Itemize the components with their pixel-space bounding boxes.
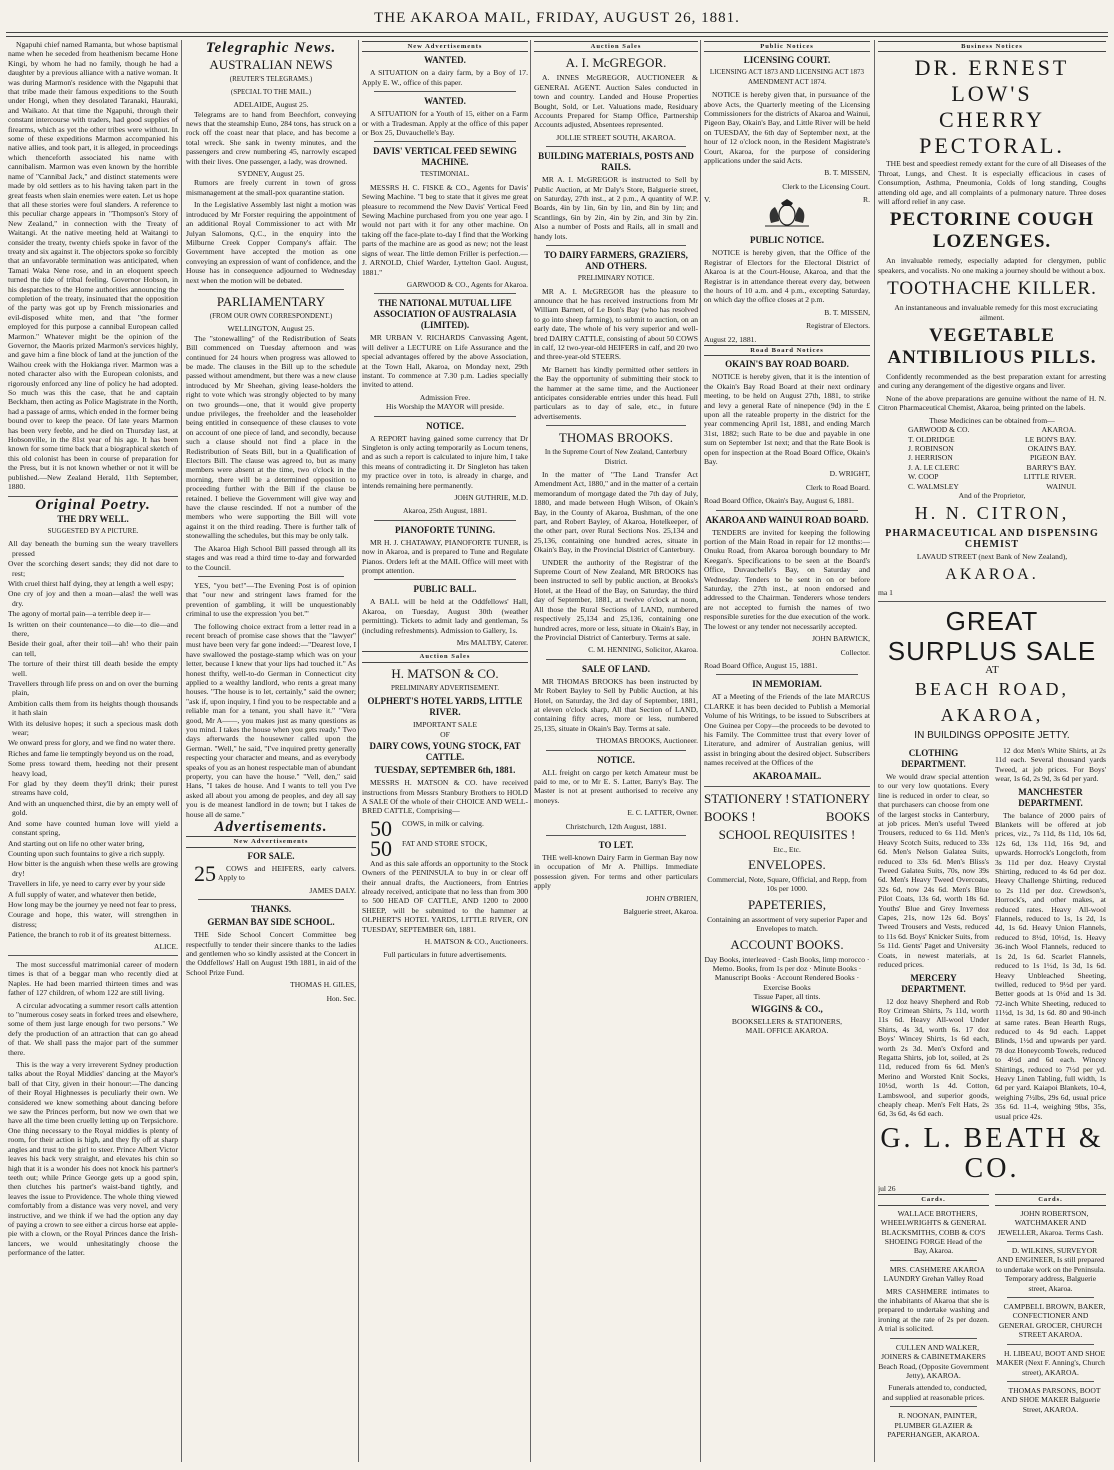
- article-you-bet: YES, "you bet!"—The Evening Post is of opinion that "our new and stringent laws framed for the prevention of gambling, it will be unquestionably criminal to use the expression 'you bet.'": [186, 580, 356, 619]
- ad-subheading: PRELIMINARY NOTICE.: [577, 274, 655, 283]
- poem-line: Courage and hope, this water, will strengthen in distress;: [8, 910, 178, 929]
- ad-signature: B. T. MISSEN,: [824, 307, 870, 317]
- divider: [374, 141, 516, 142]
- article-parliament: The Akaroa High School Bill passed through all its stages and was read a third time to-day and forwarded to the Council.: [186, 543, 356, 572]
- agent-name: T. OLDRIDGE: [908, 434, 955, 444]
- ad-heading: OLPHERT'S HOTEL YARDS, LITTLE RIVER.: [367, 696, 523, 718]
- ad-address: LAVAUD STREET (next Bank of New Zealand),: [916, 552, 1068, 562]
- royal-arms-row: [704, 195, 870, 233]
- divider: [704, 786, 870, 787]
- divider: [716, 510, 858, 511]
- ad-heading: GREAT SURPLUS SALE: [887, 606, 1097, 667]
- ad-text: AT a Meeting of the Friends of the late MARCUS CLARKE it has been decided to Publish a Memorial Volume of his Writings, to be issued to Subscribers at One Guinea per Copy—the proceeds to be devoted to his Family. The Committee trust that every lover of Literature, and admirer of Australian genius, will assist in bringing about the desired object. Subscribers names received at the Offices of the: [704, 692, 870, 768]
- agent-name: GARWOOD & CO.: [908, 425, 970, 435]
- column-3: [362, 40, 528, 1462]
- poem-line: Some press toward them, heeding not their present heavy load,: [8, 759, 178, 778]
- divider: [374, 416, 516, 417]
- divider: [1007, 1297, 1094, 1298]
- ad-text: And of the Proprietor,: [958, 490, 1026, 500]
- column-4: [534, 40, 698, 1462]
- ad-signature: Mrs MALTBY, Caterer.: [456, 638, 528, 648]
- ad-heading: THANKS.: [250, 904, 292, 915]
- ad-date: Christchurch, 12th August, 1881.: [565, 821, 667, 831]
- divider: [1007, 1241, 1094, 1242]
- surplus-right: [995, 746, 1106, 1124]
- poem-line: Over the scorching desert sands; they did not dare to rest;: [8, 559, 178, 578]
- masthead-rule: [6, 32, 1108, 33]
- agent-row: [908, 425, 1076, 434]
- ad-signature: WIGGINS & CO.,: [751, 1003, 823, 1014]
- ad-date: Road Board Office, Okain's Bay, August 6, 1881.: [704, 496, 854, 506]
- ad-heading: PUBLIC BALL.: [413, 584, 477, 595]
- dateline: WELLINGTON, August 25.: [227, 324, 315, 334]
- poem-line: One cry of joy and then a moan—alas! the well was dry.: [8, 589, 178, 608]
- divider: [374, 579, 516, 580]
- ad-signature: THOMAS H. GILES,: [290, 980, 356, 990]
- ad-heading: MERCERY DEPARTMENT.: [901, 972, 966, 994]
- card-wilkins: D. WILKINS, SURVEYOR AND ENGINEER, Is still prepared to undertake work on the Peninsula. Temporary address, Balguerie street, Akaroa.: [995, 1246, 1106, 1293]
- ad-text: A. INNES McGREGOR, AUCTIONEER & GENERAL AGENT. Auction Sales conducted in town and country. Landed and House Properties Bought, Sold, or Let. Valuations made, Residuary Accounts Prepared for Stamp Office, Partnership Accounts adjusted, Absentees represented.: [534, 73, 698, 130]
- divider: [878, 601, 1106, 602]
- section-band: New Advertisements: [362, 41, 528, 52]
- section-band: Auction Sales: [362, 651, 528, 662]
- ad-heading: NOTICE.: [426, 420, 464, 431]
- agent-place: PIGEON BAY.: [1030, 453, 1076, 463]
- agent-row: [908, 444, 1076, 453]
- poem-line: All day beneath the burning sun the weary travellers pressed: [8, 539, 178, 558]
- ad-heading: VEGETABLE ANTIBILIOUS PILLS.: [887, 325, 1097, 369]
- poem-line: Travellers through life press on and on over the burning plain,: [8, 679, 178, 698]
- divider: [546, 146, 686, 147]
- poem-line: Is written on their countenance—to die—to die—and there,: [8, 619, 178, 638]
- divider: [890, 1338, 977, 1339]
- column-rule: [700, 40, 701, 1462]
- article-adelaide: Telegrams are to hand from Beechfort, conveying news that the steamship Euno, 284 tons, has struck on a rock off the coast near that place, and has become a total wreck. She sank in twenty minutes, and the passengers and crew numbering 45, narrowly escaped with their lives. One passenger, a lady, was drowned.: [186, 109, 356, 166]
- ad-signature: THOMAS BROOKS, Auctioneer.: [595, 736, 698, 746]
- reuters-line: (REUTER'S TELEGRAMS.): [229, 75, 313, 84]
- ad-heading: PECTORINE COUGH LOZENGES.: [889, 209, 1095, 253]
- ad-signature: AKAROA MAIL.: [752, 770, 822, 781]
- ad-text: TENDERS are invited for keeping the following portion of the Main Road in repair for 12 months:— Onuku Road, from Akaroa borough boundary to Mr Keegan's. Specifications to be seen at the Board's Office, Duvauchelle's Bay, on Saturday and Wednesday. Tenders to be sent in on or before Saturday, the 27th inst., at noon endorsed and addressed to the Chairman. Tenderers whose tenders are not accepted to furnish the names of two responsible sureties for the due execution of the work. The lowest or any tender not necessarily accepted.: [704, 527, 870, 631]
- ad-heading: BOOKS: [825, 808, 870, 824]
- ad-text: COWS and HEIFERS, early calvers. Apply to: [218, 863, 356, 883]
- section-band: Cards.: [995, 1194, 1106, 1205]
- agent-row: [908, 435, 1076, 444]
- ad-text: A REPORT having gained some currency that Dr Singleton is only acting temporarily as Locum tenens, and as such a report is calculated to injure him, I take this means of contradicting it. Dr Singleton has taken my practice over in toto, is already in charge, and intends remaining here permanently.: [362, 433, 528, 490]
- ad-heading: WANTED.: [424, 96, 466, 107]
- poem-line: Counting upon such fountains to give a rich supply.: [8, 848, 165, 858]
- ad-text: MR A. I. McGREGOR has the pleasure to announce that he has received instructions from Mr William Barnett, of Le Bon's Bay (who has resolved to go into sheep farming), to submit to auction, on an early date, The whole of his very superior and well-bred DAIRY CATTLE, consisting of about 50 COWS in calf, 12 two-year-old HEIFERS in calf, and 20 two and three-year-old STEERS.: [534, 286, 698, 362]
- divider: [890, 1406, 977, 1407]
- ad-number: 50: [370, 835, 392, 861]
- divider: [716, 674, 858, 675]
- ad-heading: TO DAIRY FARMERS, GRAZIERS, AND OTHERS.: [544, 250, 688, 272]
- agent-row: [908, 482, 1076, 491]
- agent-place: LE BON'S BAY.: [1025, 434, 1076, 444]
- ad-heading: H. N. CITRON,: [914, 503, 1070, 524]
- poem-line: Ambition calls them from its heights though thousands it hath slain: [8, 698, 178, 718]
- ad-text: A SITUATION for a Youth of 15, either on a Farm or with a Tradesman. Apply at the office of this paper or Box 25, Duvauchelle's Bay.: [362, 109, 528, 138]
- column-2: [186, 40, 356, 1462]
- divider: [374, 293, 516, 294]
- column-6: [878, 40, 1106, 1462]
- ad-text: The balance of 2000 pairs of Blankets will be offered at job prices, viz., 7s 11d, 8s 11d, 10s 6d, 12s 6d, 13s 11d, 16s 9d, and upwards. Horrock's Longcloth, from 3s 11d per doz. Heavy Crystal Shirting, reduced to 4s 6d per doz. Heavy Challenge Shirting, reduced to 2s 11d per doz. Crewdson's, Horrock's, and other makes, at reduced rates. Heavy All-wool Flannels, reduced to 1s, 1s 2d, 1s 4d, 1s 6d. Heavy Union Flannels, reduced to 8½d, 10½d, 1s. Heavy 36-inch Wool Flannels, reduced to 1s 2d, 1s 6d. Scarlet Flannels, reduced to 1s 1½d, 1s 3d, 1s 6d. Heavy Unbleached Sheeting, twilled, reduced to 9½d per yard. Better goods at 1s 0½d and 1s 3d. 72-inch White Sheeting, reduced to 11½d, 1s 3d, 1s 6d. 80 and 90-inch at same rates. Bean Hearth Rugs, reduced to 4s 9d each. Lappet Blinds, 1½d and upwards per yard. 78 doz Honeycomb Towels, reduced to 4½d and 6d each. Wincey Shirtings, reduced to 7½d per yd. Heavy Linen Tabling, full width, 1s 6d per yard. Kaiapoi Blankets, 10-4, weighing 7½lbs, 29s 6d, usual price 35s 6d. 11-4, weighing 9lbs, 35s, usual price 42s.: [995, 810, 1106, 1121]
- card-libeau: H. LIBEAU, BOOT AND SHOE MAKER (Next F. Anning's, Church street), AKAROA.: [996, 1348, 1106, 1377]
- ad-heading: STATIONERY !: [704, 790, 790, 806]
- ad-subheading: TESTIMONIAL.: [420, 170, 470, 179]
- ad-text: Full particulars in future advertisements.: [383, 950, 507, 960]
- australian-news-heading: AUSTRALIAN NEWS: [209, 57, 333, 73]
- ad-heading: GERMAN BAY SIDE SCHOOL.: [207, 917, 335, 928]
- ad-heading: PHARMACEUTICAL AND DISPENSING CHEMIST: [885, 528, 1099, 551]
- article-royal-dance: This is the way a very irreverent Sydney production talks about the Royal Middies' dancing at the Mayor's ball of that City, given in their honour:—The dancing of their Royal Highnesses is peculiarly their own. We considered we knew something about dancing before we saw the Princes perform, but now we own that we have all the time been cruelly letting up on Terpsichore. One thing necessary to the Royal middies is plenty of room, for their action is high, and they fly off at sharp angles and trust to the girl to steer. Prince Albert Victor leaves his back very straight, and elevates his chin so high that it is a wonder his does not knock his partner's teeth out; while Prince George gets up a good spin, then clutches his partner's waist-band tightly, and leaves the issue to Providence. The whole thing viewed comfortably from a distance was very novel, and very instructive, and we think if we had the option any day of paying a crown to see either a circus horse eat apple-pie with a clown, or the Royal Princes dance the Irish-lancers, we would unhesitatingly choose the performance of the latter.: [8, 1060, 178, 1258]
- ad-text: Mr Barnett has kindly permitted other settlers in the Bay the opportunity of submitting their stock to the hammer at the same time, and the Auctioneer anticipates considerable entries under this head. Full particulars as to day of sale, etc., in future advertisements.: [534, 364, 698, 421]
- ad-text: AT: [985, 664, 999, 677]
- ad-heading: DR. ERNEST LOW'S: [914, 55, 1070, 107]
- ad-heading: NOTICE.: [597, 754, 635, 765]
- cards-right: [995, 1193, 1106, 1442]
- divider: [546, 425, 686, 426]
- ad-heading: TO LET.: [598, 840, 634, 850]
- ad-heading: THOMAS BROOKS.: [558, 430, 674, 446]
- poem-line: And starting out on life no other water bring,: [8, 838, 145, 848]
- agent-row: [908, 463, 1076, 472]
- ad-signature: Hon. Sec.: [326, 993, 356, 1003]
- ad-heading: G. L. BEATH & CO.: [880, 1123, 1104, 1184]
- ad-text: Day Books, interleaved · Cash Books, limp morocco · Memo. Books, from 1s per doz · Minute Books · Manuscript Books · Account Rendered Books · Exercise Books: [704, 954, 870, 992]
- special-line: (SPECIAL TO THE MAIL.): [230, 87, 312, 96]
- article-marmon: Ngapuhi chief named Ramanta, but whose baptismal name when he seceded from heathenism became Hone Kingi, by whom he had no family, though he had a daughter by a previous alliance with a native woman. It was during Marmon's residence with the Ngapuhi that that tribe made their famous expeditions to the South under Hongi, when they desolated Taranaki, Hauraki, and Waikato. At that time the Ngapuhi, through their constant intercourse with traders, had good supplies of firearms, which as yet the other tribes were without. In some of these expeditions Marmon accompanied his native allies, and took part, it is alleged, in proceedings which thenceforth associated his name with cannibalism. Marmon was even known by the horrible name of "Cannibal Jack," and distinct statements were made by old settlers as to his having taken part in the great feasts when slain enemies were eaten. Let us hope that all these stories were foul slanders. A reference to this peculiar charge appears in "Thompson's Story of New Zealand," in connection with the Treaty of Waitangi. At the native meeting held at Waitangi to consider the treaty, twenty chiefs spoke in favor of the treaty and six against it. The objectors spoke so forcibly that an unfavorable termination was anticipated, when Tamati Waka Nene rose, and in an eloquent speech turned the tide of tribal feeling. Governor Hobson, in his despatches to the Home authorities announcing the completion of the treaty, insinuated that the opposition of the party was got up by French missionaries and evil-disposed white men, and that "the former employed for this purpose a cannibal European called Marmon." Whatever might be the opinion of the Governor, the Maoris prized Marmon's services highly, and gave him a fine block of land at the junction of the Waihou creek with the Hokianga river. Marmon was a noted character also with the European colonists, and rigorously enforced any line of policy he had adopted. So much was this the case, that he and captain Beckham, then acting as Police Magistrate in the North, had a passage of arms, which ended in the former being bound over to keep the peace. Of late years Marmon has been very feeble, and he died on Thursday last, at Hobsonville, in the 81st year of his age. It has been known for some time back that a biographical sketch of this old colonist has been in course of preparation for the Press, but it is not known whether or not it will be published.—New Zealand Herald, 11th September, 1880.: [8, 40, 178, 492]
- ad-heading: WANTED.: [424, 55, 466, 66]
- ad-heading: MANCHESTER DEPARTMENT.: [1018, 786, 1083, 808]
- card-cullen: CULLEN AND WALKER, JOINERS & CABINETMAKERS Beach Road, (Opposite Government Jetty), AKAROA.: [878, 1342, 989, 1380]
- cards-columns: [878, 1193, 1106, 1442]
- ad-address: JOLLIE STREET SOUTH, AKAROA.: [556, 132, 676, 142]
- poem-line: Beside their goal, after their toil—ah! who their pain can tell,: [8, 639, 178, 658]
- divider: [1007, 1381, 1094, 1382]
- article-landlord: The following choice extract from a letter read in a recent breach of promise case shows that the "lawyer" must have been very far gone indeed:—"Dearest love, I have swallowed the postage-stamp which was on your letter, because I knew that your lips had touched it." As honest thrifty, well-to-do German in Connecticut city applied to a wealthy landlord, who rents a great many houses. "The house is to let, certainly," said the owner; "ask if, upon inquiry, I find you to be respectable and a reliable man for a tenant, you shall have it." "Vera good, Mr A——, you makes just as many questions as you mind. I takes the house when you gets ready." Two days afterwards the housewner called upon the German. "Well," he said, "I've inquired pretty generally respecting your character and means, and as everybody speaks of you as an honest respectable man of abundant property, you can have the house." "Vell, den," said Hans, "I takes de house. And I wants to tell you I've asked all about you among de peoples, and dey all say you is de meanest landlord in de town; but I takes de house all de same.": [186, 621, 356, 819]
- ad-signature: B. T. MISSEN,: [824, 168, 870, 178]
- ad-text: IMPORTANT SALE: [413, 720, 477, 730]
- ad-signature: D. WRIGHT,: [829, 469, 870, 479]
- divider: [546, 659, 686, 660]
- agent-place: AKAROA.: [1041, 425, 1076, 435]
- ad-signature: C. M. HENNING, Solicitor, Akaroa.: [588, 645, 698, 655]
- ad-heading: BUILDING MATERIALS, POSTS AND RAILS.: [538, 151, 694, 173]
- ad-text: MESSRS H. MATSON & CO. have received instructions from Messrs Stanbury Brothers to HOLD A SALE Of the whole of their CHOICE AND WELL-BRED CATTLE, Comprising—: [362, 778, 528, 816]
- ad-text: And as this sale affords an opportunity to the Stock Owners of the PENINSULA to buy in or clear off their annual drafts, the Auctioneers, from Entries already received, anticipate that no less than from 300 to 500 HEAD OF CATTLE, AND 1200 to 2000 SHEEP, will be submitted to the hammer at OLPHERT'S HOTEL YARDS, LITTLE RIVER, ON TUESDAY, SEPTEMBER 6th, 1881.: [362, 858, 528, 934]
- ad-text: THE Side School Concert Committee beg respectfully to tender their sincere thanks to the ladies and gentlemen who so kindly assisted at the Concert in the Oddfellows' Hall on August 19th 1881, in aid of the School Prize Fund.: [186, 930, 356, 977]
- agent-name: W. COOP: [908, 472, 939, 482]
- section-header-advertisements: Advertisements.: [214, 819, 328, 836]
- poem-line: And with an unquenched thirst, die by an empty well of gold.: [8, 798, 178, 818]
- ad-heading: AKAROA.: [945, 565, 1039, 583]
- ad-text: Confidently recommended as the best preparation extant for arresting and curing any derangement of the digestive organs and liver.: [878, 372, 1106, 391]
- ad-heading: STATIONERY: [791, 790, 870, 806]
- ad-heading: LICENSING COURT.: [743, 55, 831, 66]
- ad-text: A BALL will be held at the Oddfellows' Hall, Akaroa, on Tuesday, August 30th (weather permitting). Tickets to admit lady and gentleman, 5s (including refreshments). Admission to Gallery, 1s.: [362, 597, 528, 635]
- ad-heading: DAIRY COWS, YOUNG STOCK, FAT CATTLE.: [369, 741, 521, 763]
- ad-signature: JOHN GUTHRIE, M.D.: [454, 493, 528, 502]
- ad-text: UNDER the authority of the Registrar of the Supreme Court of New Zealand, MR BROOKS has been instructed to sell by public auction, at Brooks's Hotel, at the Head of the Bay, on Saturday, the third day of September, 1881, at twelve o'clock at noon, All those the Rural Sections of LAND, numbered respectively 25,134 and 25,136, containing one hundred acres, more or less, situate in Okain's Bay, in the Provincial District of Canterbury. Terms at sale.: [534, 557, 698, 642]
- card-robertson: JOHN ROBERTSON, WATCHMAKER AND JEWELLER, Akaroa. Terms Cash.: [997, 1208, 1104, 1237]
- ad-heading: DAVIS' VERTICAL FEED SEWING MACHINE.: [373, 146, 517, 168]
- ad-heading: ACCOUNT BOOKS.: [730, 936, 844, 952]
- ad-heading: IN BUILDINGS OPPOSITE JETTY.: [914, 729, 1070, 741]
- ad-text: NOTICE is hereby given, that it is the intention of the Okain's Bay Road Board at their next ordinary meeting, to be held on August 27th, 1881, to strike and levy a general Rate of ninepence (9d) in the £ upon all the rateable property in the district for the year commencing April 1st, 1881, and ending March 31st, 1882; such Rate to be due and payable in one sum on September 1st next; and that the Rate Book is open for inspection at the Road Board Office, Okain's Bay.: [704, 372, 870, 466]
- divider: [546, 835, 686, 836]
- section-header-telegraphic: Telegraphic News.: [205, 40, 337, 56]
- ad-text: These Medicines can be obtained from—: [929, 415, 1055, 425]
- article-parliament: The "stonewalling" of the Redistribution of Seats Bill commenced on Tuesday afternoon and was continued for 24 hours when progress was allowed to be made. The clauses in the Bill up to the schedule passed without amendment, but there was a new clause introduced by Mr Sheehan, giving lease-holders the right to vote which was strongly objected to by many on two grounds—one, that it would give property undue privileges, the freeholder and the leaseholder being entitled in consequence of these clauses to vote on account of one piece of land, and secondly, because such a clause should not find a place in the Redistribution of Seats Bill, but in a Qualification of Electors Bill. The clause was agreed to, but as many members were absent at the time, two o'clock in the morning, there will be a determined opposition to proceeding further with the Bill if the clause be retained. I believe the Government will give way and have the clause rescinded. If not a number of the members who were supporting the Bill will vote against it on the third reading. There is further talk of stonewalling the schedules, but this may be only talk.: [186, 333, 356, 541]
- parliamentary-heading: PARLIAMENTARY: [216, 293, 326, 309]
- poem-line: A full supply of water, and whatever then betide,: [8, 889, 157, 899]
- card-noonan: R. NOONAN, PAINTER, PLUMBER GLAZIER & PAPERHANGER, AKAROA.: [887, 1411, 980, 1439]
- ad-heading: BEACH ROAD, AKAROA,: [914, 678, 1069, 725]
- divider: [374, 520, 516, 521]
- poem-line: The torture of their thirst till death beside the empty well.: [8, 659, 178, 678]
- card-heading: MRS. CASHMERE AKAROA LAUNDRY Grehan Valley Road: [883, 1264, 986, 1284]
- article-circular: A circular advocating a summer resort calls attention to "numerous cosey seats in forked trees and elsewhere, some of them just large enough for two persons." We defy the production of an attraction that can go ahead of that. We shall pass the major part of the summer there.: [8, 1000, 178, 1057]
- ad-text: COWS, in milk or calving.: [402, 818, 484, 828]
- agent-name: J. HERRISON: [908, 453, 953, 463]
- poem-author: ALICE.: [154, 941, 178, 951]
- ad-text: Etc., Etc.: [773, 844, 801, 854]
- poem-line: Riches and fame lie temptingly beyond us on the road,: [8, 748, 174, 758]
- card-campbell: CAMPBELL BROWN, BAKER, CONFECTIONER AND GENERAL GROCER, CHURCH STREET AKAROA.: [998, 1302, 1106, 1340]
- section-band: New Advertisements: [186, 836, 356, 847]
- ad-code: ma 1: [878, 587, 893, 597]
- ad-heading: BOOKS !: [704, 808, 756, 824]
- ad-text: NOTICE is hereby given, that the Office of the Registrar of Electors for the Electoral District of Akaroa is at the Court-House, Akaroa, and that the Registrar is in attendance thereat every day, between the hours of 10 a.m. and 4 p.m., excepting Saturday, on which day the office closes at 2 p.m.: [704, 248, 870, 305]
- ad-text: ALL freight on cargo per ketch Amateur must be paid to me, or to Mr E. S. Latter, Barry's Bay. The Master is not at present authorised to receive any moneys.: [534, 767, 698, 805]
- ad-text: Commercial, Note, Square, Official, and Repp, from 10s per 1000.: [707, 874, 867, 894]
- royal-coat-of-arms-icon: [757, 199, 817, 229]
- ad-heading: PIANOFORTE TUNING.: [394, 524, 496, 535]
- ad-heading: A. I. McGREGOR.: [565, 55, 667, 71]
- agent-place: OKAIN'S BAY.: [1027, 443, 1076, 453]
- poem-line: How bitter is the anguish when these wells are growing dry!: [8, 859, 178, 878]
- ad-signature: JOHN O'BRIEN,: [645, 893, 698, 903]
- ad-signature: JOHN BARWICK,: [812, 634, 870, 644]
- agent-name: C. WALMSLEY: [908, 481, 959, 491]
- vr-letter: R.: [863, 195, 870, 205]
- divider: [546, 750, 686, 751]
- ad-text: 12 doz Men's White Shirts, at 2s 11d each. Several thousand yards Tweed, at job prices. For Boys' wear, 1s 6d, 2s 9d, 3s 6d per yard.: [995, 745, 1106, 784]
- ad-number: 50: [370, 815, 392, 841]
- dateline: SYDNEY, August 25.: [237, 169, 305, 179]
- ad-text: An invaluable remedy, especially adapted for clergymen, public speakers, and vocalists. No one making a journey should be without a box.: [878, 256, 1106, 275]
- section-band: Road Board Notices: [704, 345, 870, 356]
- ad-subheading: In the Supreme Court of New Zealand, Canterbury District.: [544, 448, 688, 466]
- ad-heading: SALE OF LAND.: [582, 663, 650, 674]
- masthead: THE AKAROA MAIL, FRIDAY, AUGUST 26, 1881.: [374, 10, 740, 26]
- poem-subtitle: SUGGESTED BY A PICTURE.: [47, 526, 139, 535]
- column-rule: [358, 40, 359, 1462]
- poem-line: With its delusive hopes; it such a specious mask doth wear;: [8, 718, 178, 738]
- poem-title: THE DRY WELL.: [57, 513, 129, 524]
- ad-text: A SITUATION on a dairy farm, by a Boy of 17. Apply E. W., office of this paper.: [362, 68, 528, 87]
- ad-heading: SCHOOL REQUISITES !: [718, 826, 856, 842]
- divider: [890, 1260, 977, 1261]
- agent-place: WAINUI.: [1046, 481, 1076, 491]
- poem-line: The agony of mortal pain—a terrible deep ir—: [8, 609, 151, 619]
- ad-signature: Clerk to Road Board.: [805, 482, 870, 492]
- column-1: [8, 40, 178, 1462]
- ad-text: Containing an assortment of very superior Paper and Envelopes to match.: [706, 914, 868, 934]
- agent-place: LITTLE RIVER.: [1023, 472, 1076, 482]
- poem-line: For glad by they deem they'll drink; their purest streams have cold,: [8, 779, 178, 798]
- divider: [374, 91, 516, 92]
- poem-line: Patience, the branch to rob it of its greatest bitterness.: [8, 930, 172, 940]
- books-row: [704, 809, 870, 824]
- ad-signature: Registrar of Electors.: [806, 321, 870, 331]
- ad-text: THE well-known Dairy Farm in German Bay now in occupation of Mr A. Phillips. Immediate possession given. For terms and other particulars apply: [534, 853, 698, 891]
- agent-name: J. A. LE CLERC: [908, 462, 960, 472]
- divider: [8, 955, 178, 956]
- ad-heading: THE NATIONAL MUTUAL LIFE ASSOCIATION OF AUSTRALASIA (LIMITED).: [373, 298, 517, 331]
- card-cashmere: MRS CASHMERE intimates to the inhabitants of Akaroa that she is prepared to undertake washing and ironing at the rate of 2s per dozen. A trial is solicited.: [878, 1286, 989, 1334]
- ad-date: Road Board Office, August 15, 1881.: [704, 660, 818, 670]
- ad-signature: MAIL OFFICE AKAROA.: [745, 1026, 829, 1036]
- ad-signature: H. MATSON & CO., Auctioneers.: [424, 936, 528, 946]
- ad-text: His Worship the MAYOR will preside.: [386, 402, 504, 412]
- divider: [546, 245, 686, 246]
- poem-line: How long may be the journey ye need not fear to press,: [8, 899, 177, 909]
- column-rule: [874, 40, 875, 1462]
- ad-text: FAT AND STORE STOCK,: [402, 838, 488, 848]
- ad-heading: FOR SALE.: [247, 850, 295, 861]
- ad-signature: Collector.: [840, 647, 870, 657]
- section-band: Business Notices: [878, 41, 1106, 52]
- article-sydney: In the Legislative Assembly last night a motion was introduced by Mr Forster requiring the appointment of an additional Royal Commissioner to act with Mr Julyan Salomons, Q.C., in the enquiry into the Milburne Creek Copper Company's affair. The Government have accepted the motion as one conveying an expression of want of confidence, and the House has in consequence adjourned to Wednesday next when the motion will be debated.: [186, 200, 356, 285]
- column-rule: [530, 40, 531, 1462]
- cards-left: [878, 1193, 989, 1442]
- article-sydney: Rumors are freely current in town of gross mismanagement at the small-pox quarantine station.: [186, 178, 356, 197]
- dateline: ADELAIDE, August 25.: [233, 100, 309, 110]
- card-cullen: Funerals attended to, conducted, and supplied at reasonable prices.: [882, 1383, 987, 1402]
- ad-text: We would draw special attention to our very low quotations. Every line is reduced in order to clear, so that purchasers can choose from one of the largest stocks in Canterbury, at job prices. Men's useful Tweed Trousers, reduced to 6s 11d. Men's Heavy Scotch Suits, reduced to 33s 6d. Men's Nelson Galatea Suits, reduced to 33s 6d. Men's Bliss's Tweed Galatea Suits, 70s, now 39s 6d. Men's Heavy Tweed Overcoats, 32s 6d, now 24s 6d. Men's Blue Pilot Coats, 13s 6d, worth 18s 6d. Youths' Blue and Grey Inverness Capes, 21s, now 12s 6d. Boys' Tweed Trousers and Vests, reduced to 11s 6d. Boys' Knicker Suits, from 5s 11d. Gents' Paget and University Coats, in newest materials, at reduced prices.: [878, 771, 989, 970]
- ad-signature: E. C. LATTER, Owner.: [627, 808, 698, 818]
- ad-text: MR H. J. CHATAWAY, PIANOFORTE TUNER, is now in Akaroa, and is prepared to Tune and Regulate Pianos. Orders left at the MAIL Office will meet with prompt attention.: [362, 537, 528, 576]
- ad-signature: JAMES DALY.: [309, 885, 356, 895]
- poem-line: Travellers in life, ye need to carry ever by your side: [8, 879, 166, 889]
- ad-subheading: PRELIMINARY ADVERTISEMENT.: [390, 683, 500, 692]
- ad-heading: PUBLIC NOTICE.: [749, 235, 824, 246]
- ad-text: MR A. I. McGREGOR is instructed to Sell by Public Auction, at Mr Daly's Store, Balguerie street, on Saturday, 27th inst., at 2 p.m., A quantity of W.P. Boards, 4in by 1in, 6in by 1in, and 8in by 1in; and Scantlings, 6in by 2in, 4in by 2in, and 3in by 2in. Also a number of Posts and Rails, all in small and handy lots.: [534, 175, 698, 241]
- correspondent-line: (FROM OUR OWN CORRESPONDENT.): [209, 311, 333, 320]
- ad-text: None of the above preparations are genuine without the name of H. N. Citron Pharmaceutical Chemist, Akaroa, being printed on the labels.: [878, 393, 1106, 413]
- ad-code: jul 26: [878, 1184, 896, 1193]
- ad-signature: GARWOOD & CO., Agents for Akaroa.: [406, 279, 528, 289]
- article-matrimonial: The most successful matrimonial career of modern times is that of a beggar man who recently died at Naples. He had been married thirteen times and was father of 127 children, of whom 122 are still living.: [8, 959, 178, 998]
- agent-row: [908, 472, 1076, 481]
- poem-line: We onward press for glory, and we find no water there.: [8, 738, 176, 748]
- masthead-rule-2: [6, 36, 1108, 37]
- ad-number: 25: [194, 860, 216, 886]
- ad-text: In the matter of "The Land Transfer Act Amendment Act, 1880," and in the matter of a certain memorandum of mortgage dated the 7th day of July, 1880, and made between Hugh Wilson, of Okain's Bay, in the County of Akaroa, Bushman, of the one part, and Robert Bayley, of Akaroa, Hotelkeeper, of the other part, over Rural Sections Nos. 25,134 and 25,136, containing one hundred acres, situate in Okain's Bay, in the Provincial District of Canterbury.: [534, 470, 698, 555]
- ad-text: NOTICE is hereby given that, in pursuance of the above Acts, the Quarterly meeting of the Licensing Commissioners for the districts of Akaroa and Wainui, Pigeon Bay, Okain's Bay, and Little River will be held on TUESDAY, the 6th day of September next, at the hour of 12 o'clock noon, in the Resident Magistrate's Court, Akaroa, for the purpose of considering applications under the said Acts.: [704, 90, 870, 166]
- agent-row: [908, 453, 1076, 462]
- ad-signature: BOOKSELLERS & STATIONERS,: [731, 1016, 843, 1026]
- ad-heading: AKAROA AND WAINUI ROAD BOARD.: [705, 514, 869, 525]
- ad-heading: TOOTHACHE KILLER.: [887, 278, 1097, 300]
- ad-heading: TUESDAY, SEPTEMBER 6th, 1881.: [374, 765, 516, 776]
- poem-line: And some have counted human love will yield a constant spring,: [8, 818, 178, 838]
- ad-heading: ENVELOPES.: [748, 856, 826, 872]
- divider: [198, 289, 344, 290]
- column-5: [704, 40, 870, 1462]
- ad-text: THE best and speediest remedy extant for the cure of all Diseases of the Throat, Lungs, and Chest. It is especially efficacious in cases of Consumption, Asthma, Pneumonia, Colds of long standing, Coughs attending old age, and all complaints of a pulmonary nature. Three doses will afford relief in any case.: [878, 159, 1106, 207]
- poem-line: With cruel thirst half dying, they at length a well espy;: [8, 578, 174, 588]
- section-band: Public Notices: [704, 41, 870, 52]
- ad-signature: Clerk to the Licensing Court.: [782, 181, 870, 191]
- ad-text: An instantaneous and invaluable remedy for this most excruciating ailment.: [894, 303, 1098, 322]
- section-band: Auction Sales: [534, 41, 698, 52]
- ad-text: 12 doz heavy Shepherd and Rob Roy Crimean Shirts, 7s 11d, worth 11s 6d. Heavy All-wool Under Shirts, 4s 3d, worth 6s. 17 doz Boys' Wincey Shirts, 1s 6d each, worth 2s 3d. Men's Oxford and Regatta Shirts, job lot, soiled, at 2s 11d, reduced from 6s 6d. Men's Merino and Worsted Knit Socks, 10½d, worth 1s 4d. Cotton, Lambswool, and superior goods, cheaply cheap. Men's Felt Hats, 2s 6d, 3s 6d, 4s 6d each.: [878, 996, 989, 1119]
- surplus-left: [878, 746, 989, 1124]
- ad-text: MR THOMAS BROOKS has been instructed by Mr Robert Bayley to Sell by Public Auction, at his Hotel, on Saturday, the 3rd day of September, 1881, at eleven o'clock sharp, All that Section of LAND, containing fifty acres, more or less, numbered 25,135, situate in Okain's Bay. Terms at sale.: [534, 676, 698, 733]
- agent-place: BARRY'S BAY.: [1026, 462, 1076, 472]
- section-band: Cards.: [878, 1194, 989, 1205]
- ad-text: MESSRS H. C. FISKE & CO., Agents for Davis' Sewing Machine. "I beg to state that it gives me great pleasure to recommend the New Davis' Vertical Feed Sewing Machine purchased from you one year ago. I would not part with it for any other machine. On taking off the face-plate to-day I find that the Working parts of the machine are as good as new; not the least signs of wear. The little demon Friller is perfection.—J. ARNOLD, Chief Warder, Lyttelton Gaol. August, 1881.": [362, 182, 528, 277]
- stationery-row: [704, 791, 870, 806]
- ad-subheading: LICENSING ACT 1873 AND LICENSING ACT 1873 AMENDMENT ACT 1874.: [709, 68, 865, 86]
- divider: [1007, 1344, 1094, 1345]
- divider: [198, 899, 344, 900]
- ad-heading: CLOTHING DEPARTMENT.: [901, 747, 966, 769]
- poem: [8, 539, 178, 939]
- section-header-poetry: Original Poetry.: [35, 496, 151, 513]
- ad-address: Balguerie street, Akaroa.: [623, 907, 698, 917]
- ad-heading: IN MEMORIAM.: [752, 679, 822, 690]
- surplus-sale-columns: [878, 746, 1106, 1124]
- ad-heading: H. MATSON & CO.: [391, 665, 499, 681]
- card-parsons: THOMAS PARSONS, BOOT AND SHOE MAKER Balguerie Street, AKAROA.: [1001, 1385, 1101, 1414]
- divider: [198, 576, 344, 577]
- ad-date: Akaroa, 25th August, 1881.: [403, 506, 487, 516]
- agents-list: [878, 425, 1106, 491]
- ad-heading: OKAIN'S BAY ROAD BOARD.: [725, 359, 849, 370]
- ad-text: OF: [440, 729, 450, 739]
- agent-name: J. ROBINSON: [908, 443, 954, 453]
- card-wallace: WALLACE BROTHERS, WHEELWRIGHTS & GENERAL BLACKSMITHS, COBB & CO'S SHOEING FORGE Head of the Bay, Akaroa.: [880, 1208, 987, 1256]
- column-rule: [181, 40, 182, 1462]
- ad-text: MR URBAN V. RICHARDS Canvassing Agent, will deliver a LECTURE on Life Assurance and the special advantages offered by the above Association, at the Town Hall, Akaroa, on Monday next, 29th instant. To commence at 7.30 p.m. Ladies specially invited to attend.: [362, 333, 528, 390]
- ad-heading: CHERRY PECTORAL.: [919, 107, 1065, 159]
- ad-heading: PAPETERIES,: [748, 896, 826, 912]
- ad-text: Admission Free.: [419, 392, 471, 402]
- ad-date: August 22, 1881.: [704, 334, 757, 344]
- ad-text: Tissue Paper, all tints.: [753, 992, 821, 1002]
- vr-letter: V.: [704, 195, 711, 205]
